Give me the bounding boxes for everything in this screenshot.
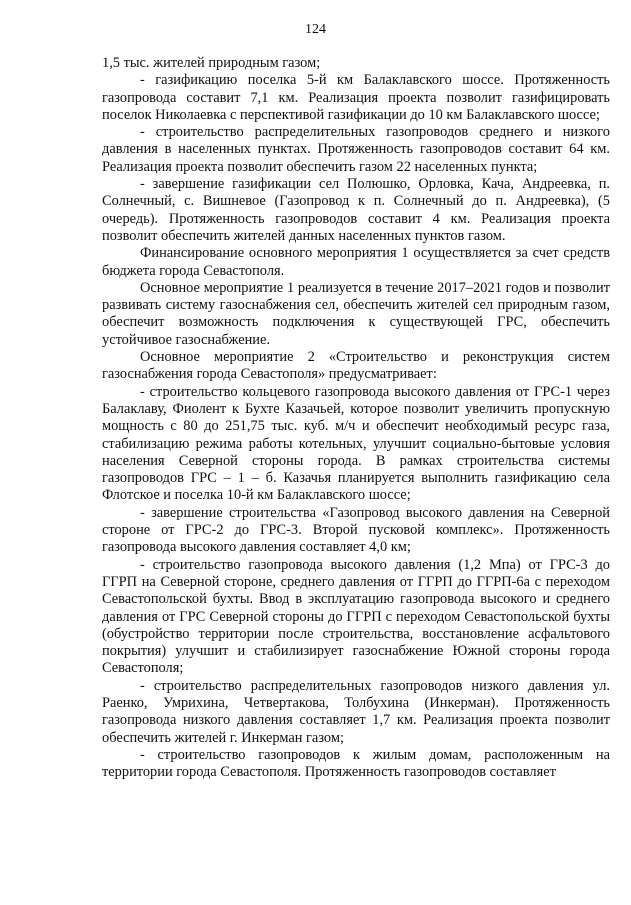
paragraph: - строительство газопровода высокого давления (1,2 Мпа) от ГРС-3 до ГГРП на Северной стороне, среднего давления от ГГРП до ГГРП-6а с переходом Севастопольской бухты. Ввод в эксплуатацию газопровода высокого и среднего давления от ГРС Северной стороны до ГГРП с переходом Севастопольской бухты (обустройство территории после строительства, восстановление асфальтового покрытия) улучшит и стабилизирует газоснабжение Южной стороны города Севастополя; bbox=[102, 556, 610, 677]
paragraph: - строительство кольцевого газопровода высокого давления от ГРС-1 через Балаклаву, Фиолент к Бухте Казачьей, которое позволит увеличить пропускную мощность с 80 до 251,75 тыс. куб. м/ч и обеспечит необходимый ресурс газа, стабилизацию режима работы котельных, улучшит социально-бытовые условия населения Северной стороны города. В рамках строительства системы газопроводов ГРС – 1 – б. Казачья планируется выполнить газификацию села Флотское и поселка 10-й км Балаклавского шоссе; bbox=[102, 383, 610, 504]
paragraph: Финансирование основного мероприятия 1 осуществляется за счет средств бюджета города Севастополя. bbox=[102, 245, 610, 279]
paragraph: 1,5 тыс. жителей природным газом; bbox=[102, 55, 321, 71]
body-text bbox=[102, 55, 610, 781]
paragraph: - завершение строительства «Газопровод высокого давления на Северной стороне от ГРС-2 до ГРС-3. Второй пусковой комплекс». Протяженность газопровода высокого давления составляет 4,0 км; bbox=[102, 504, 610, 556]
page-number: 124 bbox=[305, 22, 326, 37]
paragraph: - строительство газопроводов к жилым домам, расположенным на территории города Севастополя. Протяженность газопроводов составляет bbox=[102, 746, 610, 781]
paragraph: - завершение газификации сел Полюшко, Орловка, Кача, Андреевка, п. Солнечный, с. Вишневое (Газопровод к п. Солнечный до п. Андреевка), (5 очередь). Протяженность газопроводов составит 4 км. Реализация проекта позволит обеспечить жителей данных населенных пунктов газом. bbox=[102, 176, 610, 244]
paragraph: Основное мероприятие 1 реализуется в течение 2017–2021 годов и позволит развивать систему газоснабжения сел, обеспечить жителей сел природным газом, обеспечит возможность подключения к существующей ГРС, обеспечить устойчивое газоснабжение. bbox=[102, 279, 610, 348]
paragraph: - газификацию поселка 5-й км Балаклавского шоссе. Протяженность газопровода составит 7,1 км. Реализация проекта позволит газифицировать поселок Николаевка с перспективой газификации до 10 км Балаклавского шоссе; bbox=[102, 72, 610, 123]
paragraph: - строительство распределительных газопроводов низкого давления ул. Раенко, Умрихина, Четвертакова, Толбухина (Инкерман). Протяженность газопровода низкого давления составляет 1,7 км. Реализация проекта позволит обеспечить жителей г. Инкерман газом; bbox=[102, 677, 610, 746]
paragraph: - строительство распределительных газопроводов среднего и низкого давления в населенных пунктах. Протяженность газопроводов составит 64 км. Реализация проекта позволит обеспечить газом 22 населенных пункта; bbox=[102, 124, 610, 175]
paragraph: Основное мероприятие 2 «Строительство и реконструкция систем газоснабжения города Севастополя» предусматривает: bbox=[102, 349, 610, 383]
